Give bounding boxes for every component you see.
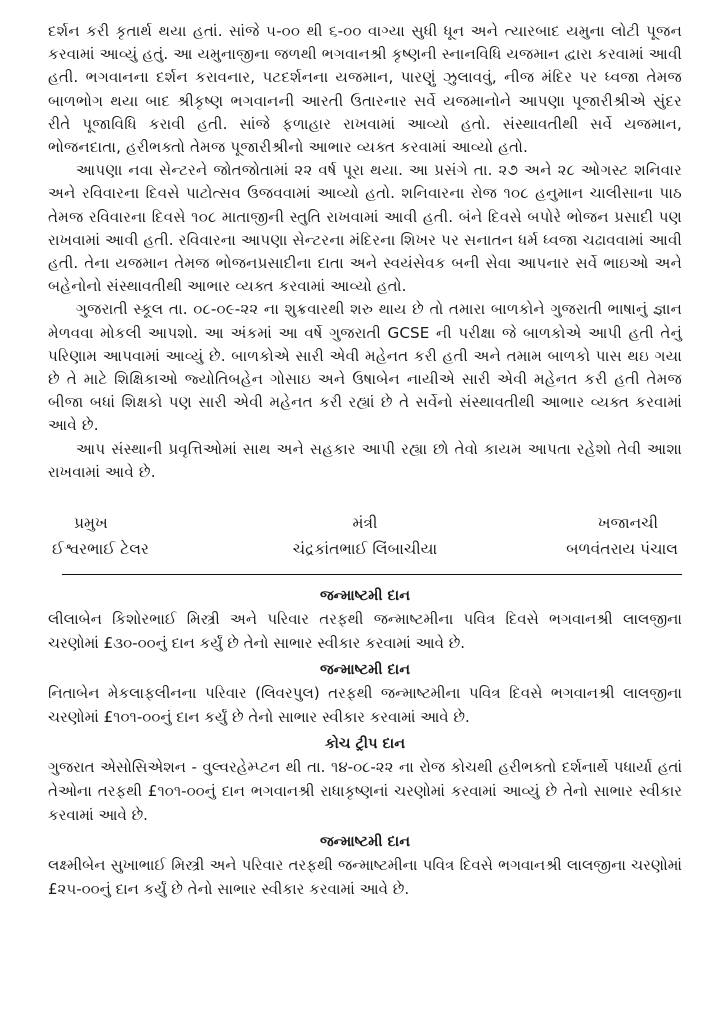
- signature-treasurer: [528, 510, 678, 562]
- donation-body: લક્ષ્મીબેન સુખાભાઈ મિસ્ત્રી અને પરિવાર તરફથી જન્માષ્ટમીના પવિત્ર દિવસે ભગવાનશ્રી લાલજીના ચરણોમાં £૨૫-૦૦નું દાન કર્યું છે તેનો સાભાર સ્વીકાર કરવામાં આવે છે.: [48, 856, 682, 899]
- paragraph-anniversary: આપણા નવા સેન્ટરને જોતજોતામાં ૨૨ વર્ષ પૂરા થયા. આ પ્રસંગે તા. ૨૭ અને ૨૮ ઓગસ્ટ શનિવાર અને રવિવારના દિવસે પાટોત્સવ ઉજવવામાં આવ્યો હતો. શનિવારના રોજ ૧૦૮ હનુમાન ચાલીસાના પાઠ તેમજ રવિવારના દિવસે ૧૦૮ માતાજીની સ્તુતિ રાખવામાં આવી હતી. બંને દિવસે બપોરે ભોજન પ્રસાદી પણ રાખવામાં આવી હતી. રવિવારના આપણા સેન્ટરના મંદિરના શિખર પર સનાતન ધર્મ ધ્વજા ચઢાવવામાં આવી હતી. તેના યજમાન તેમજ ભોજનપ્રસાદીના દાતા અને સ્વયંસેવક બની સેવા આપનાર સર્વે ભાઇઓ અને બહેનોનો સંસ્થાવતીથી આભાર વ્યક્ત કરવામાં આવ્યો હતો.: [48, 161, 682, 296]
- signature-name: ચંદ્રકાંતભાઈ લિંબાચીયા: [292, 540, 438, 559]
- donation-body: નિતાબેન મેકલાફલીનના પરિવાર (લિવરપુલ) તરફથી જન્માષ્ટમીના પવિત્ર દિવસે ભગવાનશ્રી લાલજીના ચરણોમાં £૧૦૧-૦૦નું દાન કર્યું છે તેનો સાભાર સ્વીકાર કરવામાં આવે છે.: [48, 684, 682, 727]
- signature-name: બળવંતરાય પંચાલ: [566, 540, 678, 559]
- signature-role: ખજાનચી: [597, 514, 658, 533]
- signature-president: [52, 510, 202, 562]
- donation-title: જન્માષ્ટમી દાન: [319, 588, 411, 605]
- donation-body: ગુજરાત એસોસિએશન - વુલ્વરહેમ્પ્ટન થી તા. ૧૪-૦૮-૨૨ ના રોજ કોચથી હરીભક્તો દર્શનાર્થે પધાર્યા હતાં તેઓના તરફથી £૧૦૧-૦૦નું દાન ભગવાનશ્રી રાધાકૃષ્ણનાં ચરણોમાં કરવામાં આવ્યું છે તેનો સાભાર સ્વીકાર કરવામાં આવે છે.: [48, 758, 682, 825]
- paragraph-continuation: દર્શન કરી કૃતાર્થ થયા હતાં. સાંજે ૫-૦૦ થી ૬-૦૦ વાગ્યા સુધી ધૂન અને ત્યારબાદ યમુના લોટી પૂજન કરવામાં આવ્યું હતું. આ યમુનાજીના જળથી ભગવાનશ્રી કૃષ્ણની સ્નાનવિધિ યજમાન દ્વારા કરવામાં આવી હતી. ભગવાનના દર્શન કરાવનાર, પટદર્શનના યજમાન, પારણું ઝુલાવવું, નીજ મંદિર પર ધ્વજા તેમજ બાળભોગ થયા બાદ શ્રીકૃષ્ણ ભગવાનની આરતી ઉતારનાર સર્વે યજમાનોને આપણા પૂજારીશ્રીએ સુંદર રીતે પૂજાવિધિ કરાવી હતી. સાંજે ફળાહાર રાખવામાં આવ્યો હતો. સંસ્થાવતીથી સર્વે યજમાન, ભોજનદાતા, હરીભક્તો તેમજ પૂજારીશ્રીનો આભાર વ્યક્ત કરવામાં આવ્યો હતો.: [48, 22, 682, 157]
- signature-role: મંત્રી: [352, 514, 378, 533]
- signature-block: [48, 510, 682, 562]
- donation-list: [48, 585, 682, 901]
- donation-title: કોચ ટ્રીપ દાન: [324, 736, 405, 753]
- signature-role: પ્રમુખ: [74, 514, 108, 533]
- paragraph-closing: આપ સંસ્થાની પ્રવૃત્તિઓમાં સાથ અને સહકાર આપી રહ્યા છો તેવો કાયમ આપતા રહેશો તેવી આશા રાખવામાં આવે છે.: [48, 439, 682, 481]
- donation-title: જન્માષ્ટમી દાન: [319, 834, 411, 851]
- signature-name: ઈશ્વરભાઈ ટેલર: [52, 540, 149, 559]
- donation-title: જન્માષ્ટમી દાન: [319, 662, 411, 679]
- signature-secretary: [290, 510, 440, 562]
- section-divider: [62, 574, 682, 575]
- paragraph-gujarati-school: ગુજરાતી સ્કૂલ તા. ૦૮-૦૯-૨૨ ના શુક્રવારથી શરુ થાય છે તો તમારા બાળકોને ગુજરાતી ભાષાનું જ્ઞાન મેળવવા મોકલી આપશો. આ અંકમાં આ વર્ષે ગુજરાતી GCSE ની પરીક્ષા જે બાળકોએ આપી હતી તેનું પરિણામ આપવામાં આવ્યું છે. બાળકોએ સારી એવી મહેનત કરી હતી અને તમામ બાળકો પાસ થઇ ગયા છે તે માટે શિક્ષિકાઓ જ્યોતિબહેન ગોસાઇ અને ઉષાબેન નાયીએ સારી એવી મહેનત કરી હતી તેમજ બીજા બધાં શિક્ષકો પણ સારી એવી મહેનત કરી રહ્યાં છે તે સર્વેનો સંસ્થાવતીથી આભાર વ્યક્ત કરવામાં આવે છે.: [48, 300, 682, 435]
- donation-body: લીલાબેન કિશોરભાઈ મિસ્ત્રી અને પરિવાર તરફથી જન્માષ્ટમીના પવિત્ર દિવસે ભગવાનશ્રી લાલજીના ચરણોમાં £૩૦-૦૦નું દાન કર્યું છે તેનો સાભાર સ્વીકાર કરવામાં આવે છે.: [48, 610, 682, 653]
